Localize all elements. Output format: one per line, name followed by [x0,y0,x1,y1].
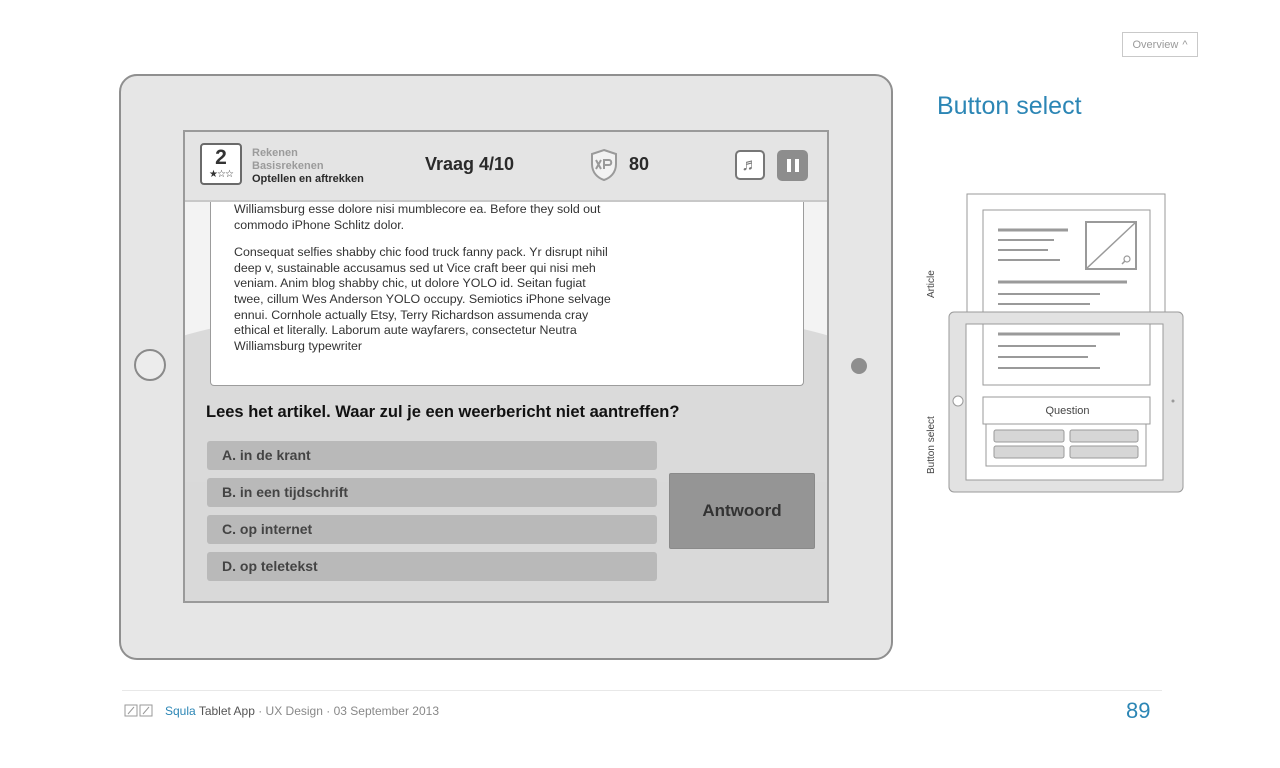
tablet-screen [183,130,829,603]
section-title: Button select [937,92,1082,120]
answer-option-b[interactable]: B. in een tijdschrift [207,478,657,507]
answer-option-c[interactable]: C. op internet [207,515,657,544]
answer-option-d[interactable]: D. op teletekst [207,552,657,581]
article-text [234,202,614,366]
overview-label: Overview [1132,38,1179,51]
submit-answer-button[interactable]: Antwoord [669,473,815,549]
level-number: 2 [215,146,227,169]
answer-option-a[interactable]: A. in de krant [207,441,657,470]
game-header [185,132,827,202]
footer-divider [122,690,1162,691]
page-number: 89 [1126,698,1151,723]
diagram-question-label: Question [1045,405,1090,417]
breadcrumb-lesson: Optellen en aftrekken [252,173,364,185]
layout-diagram [920,190,1200,500]
music-button[interactable] [735,150,765,180]
article-paragraph: Consequat selfies shabby chic food truck fanny pack. Yr disrupt nihil deep v, sustainable accusamus sed ut Vice craft beer qui nisi meh veniam. Anim blog shabby chic, ut dolore YOLO id. Seitan fugiat twee, cillum Wes Anderson YOLO occupy. Semiotics iPhone selvage ennui. Cornhole actually Etsy, Terry Richardson assumenda cray ethical et literally. Laborum aute wayfarers, consectetur Neutra Williamsburg typewriter [234,245,611,353]
music-note-icon: ♬ [741,155,759,174]
book-logo-icon [124,703,154,718]
footer-separator: · [322,704,334,718]
xp-shield-icon [589,148,619,182]
chevron-up-icon: ^ [1182,38,1188,51]
breadcrumb-subject: Rekenen [252,147,298,159]
diagram-label-article: Article [926,270,937,298]
article-paragraph: Williamsburg esse dolore nisi mumblecore ea. Before they sold out commodo iPhone Schlitz dolor. [234,202,601,232]
footer-brand: Squla [165,704,196,718]
camera-dot [851,358,867,374]
pause-button[interactable] [777,150,808,181]
footer-text [165,704,439,718]
footer-section: UX Design [265,704,323,718]
home-button [134,349,166,381]
pause-icon-bar [795,159,799,172]
footer-app: Tablet App [198,704,255,718]
xp-score: 80 [629,154,650,174]
pause-icon [787,159,791,172]
footer-separator: · [254,704,266,718]
level-badge [200,143,242,185]
article-panel[interactable] [210,202,804,386]
level-stars: ★☆☆ [209,169,233,180]
overview-button[interactable] [1122,32,1198,57]
question-counter: Vraag 4/10 [425,154,515,174]
footer-date: 03 September 2013 [333,704,439,718]
question-text: Lees het artikel. Waar zul je een weerbericht niet aantreffen? [206,403,680,421]
diagram-label-button-select: Button select [926,416,937,474]
breadcrumb-topic: Basisrekenen [252,160,324,172]
